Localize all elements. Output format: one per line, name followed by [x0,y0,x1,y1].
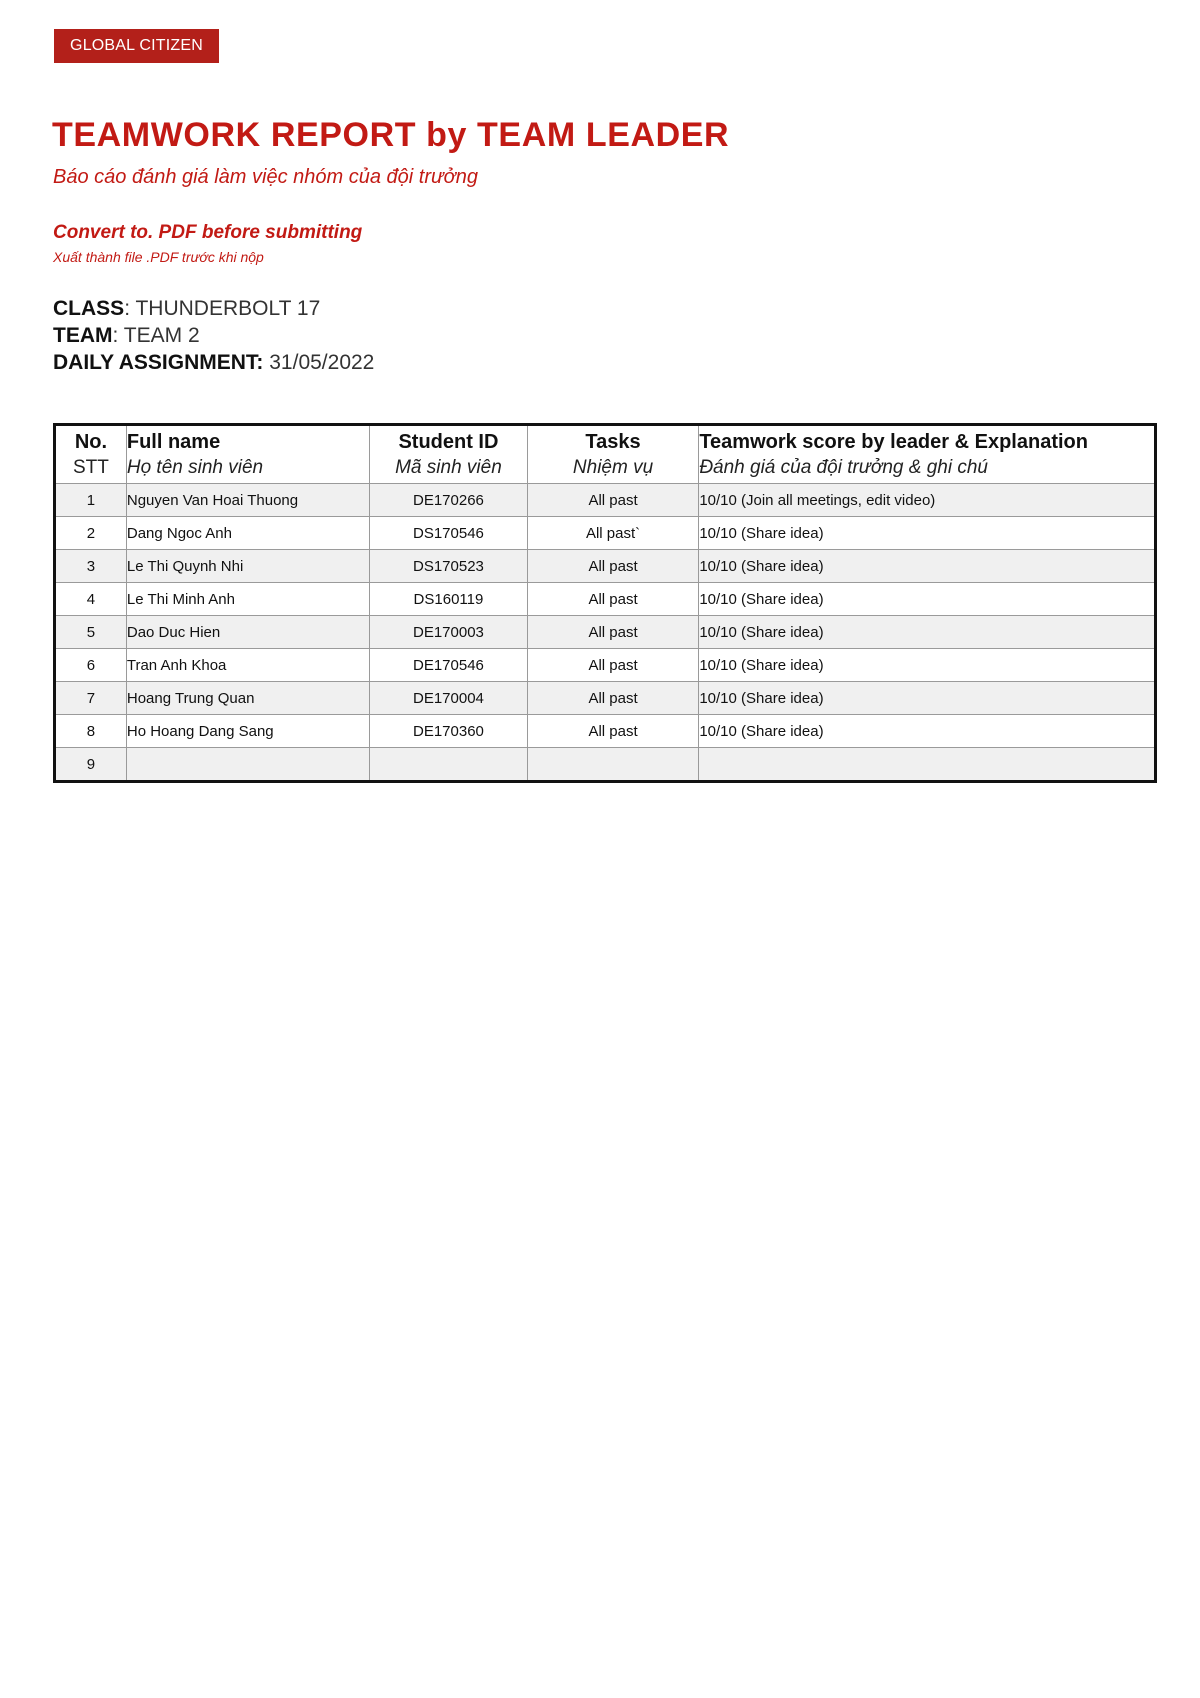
header-score-vi: Đánh giá của đội trưởng & ghi chú [699,456,988,478]
cell-name: Le Thi Quynh Nhi [126,550,369,583]
cell-name: Dao Duc Hien [126,616,369,649]
header-id-en: Student ID [398,430,499,453]
table-row [55,583,1156,616]
cell-no: 4 [55,583,127,616]
page-subtitle: Báo cáo đánh giá làm việc nhóm của đội trưởng [53,166,479,188]
header-name-en: Full name [126,430,221,453]
assignment-label: DAILY ASSIGNMENT: [53,351,264,374]
team-value: : TEAM 2 [112,324,200,347]
table-row [55,517,1156,550]
cell-name: Tran Anh Khoa [126,649,369,682]
header-no-en: No. [74,430,108,453]
page-title: TEAMWORK REPORT by TEAM LEADER [52,116,730,154]
team-label: TEAM [53,324,113,347]
cell-student-id: DE170266 [370,484,528,517]
cell-student-id: DS170523 [370,550,528,583]
cell-score: 10/10 (Join all meetings, edit video) [699,484,1156,517]
cell-no: 9 [55,748,127,782]
cell-no: 5 [55,616,127,649]
cell-no: 6 [55,649,127,682]
header-score [699,425,1156,484]
cell-tasks: All past [527,649,699,682]
cell-name: Ho Hoang Dang Sang [126,715,369,748]
cell-tasks: All past [527,583,699,616]
table-row [55,649,1156,682]
header-name [126,425,369,484]
table-header-row [55,425,1156,484]
cell-score: 10/10 (Share idea) [699,682,1156,715]
header-name-vi: Họ tên sinh viên [126,456,264,478]
cell-name: Hoang Trung Quan [126,682,369,715]
cell-student-id: DE170003 [370,616,528,649]
global-citizen-badge: GLOBAL CITIZEN [54,29,219,63]
table-row [55,682,1156,715]
cell-tasks: All past [527,550,699,583]
cell-score [699,748,1156,782]
assignment-value: 31/05/2022 [263,351,375,374]
cell-score: 10/10 (Share idea) [699,649,1156,682]
cell-no: 1 [55,484,127,517]
cell-score: 10/10 (Share idea) [699,715,1156,748]
cell-name: Le Thi Minh Anh [126,583,369,616]
cell-student-id: DE170360 [370,715,528,748]
cell-student-id: DE170546 [370,649,528,682]
cell-tasks: All past [527,682,699,715]
cell-no: 8 [55,715,127,748]
table-row [55,748,1156,782]
cell-no: 7 [55,682,127,715]
header-no [55,425,127,484]
cell-student-id [370,748,528,782]
table-row [55,616,1156,649]
assignment-line [53,351,374,375]
table-row [55,550,1156,583]
teamwork-table [53,423,1157,783]
class-value: : THUNDERBOLT 17 [124,297,321,320]
cell-name: Nguyen Van Hoai Thuong [126,484,369,517]
header-no-vi: STT [72,456,109,478]
header-student-id [370,425,528,484]
cell-name: Dang Ngoc Anh [126,517,369,550]
cell-tasks: All past` [527,517,699,550]
header-tasks-en: Tasks [585,430,641,453]
cell-tasks: All past [527,484,699,517]
cell-no: 2 [55,517,127,550]
cell-score: 10/10 (Share idea) [699,550,1156,583]
header-tasks-vi: Nhiệm vụ [572,456,654,478]
cell-tasks: All past [527,616,699,649]
convert-note: Convert to. PDF before submitting [53,222,363,243]
cell-student-id: DS170546 [370,517,528,550]
cell-student-id: DE170004 [370,682,528,715]
cell-score: 10/10 (Share idea) [699,583,1156,616]
cell-tasks: All past [527,715,699,748]
cell-student-id: DS160119 [370,583,528,616]
class-label: CLASS [53,297,125,320]
cell-score: 10/10 (Share idea) [699,517,1156,550]
header-score-en: Teamwork score by leader & Explanation [699,430,1088,453]
cell-no: 3 [55,550,127,583]
header-tasks [527,425,699,484]
table-row [55,715,1156,748]
cell-name [126,748,369,782]
team-line [53,324,200,348]
table-row [55,484,1156,517]
header-id-vi: Mã sinh viên [395,456,502,478]
convert-note-vi: Xuất thành file .PDF trước khi nộp [53,249,264,265]
cell-tasks [527,748,699,782]
cell-score: 10/10 (Share idea) [699,616,1156,649]
class-line [53,297,320,321]
